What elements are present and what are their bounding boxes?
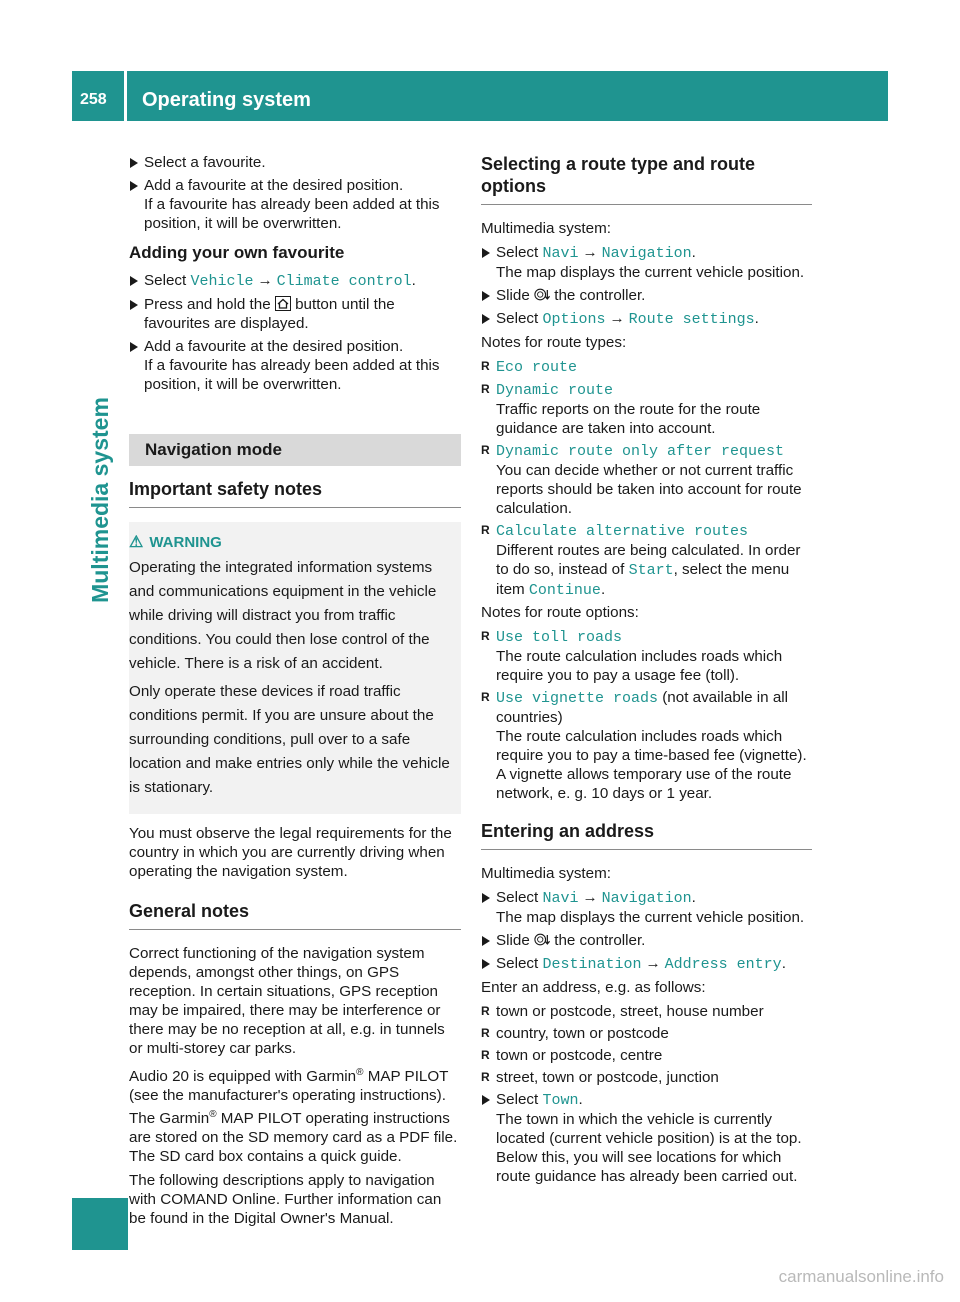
- menu-options: Options: [542, 311, 606, 328]
- notes-route-types: Notes for route types:: [481, 334, 627, 351]
- page-number: 258: [80, 91, 107, 108]
- legal-requirements-text: You must observe the legal requirements for the country in which you are currently driving when operating the navigation system.: [129, 825, 452, 880]
- address-format-item: R town or postcode, centre: [481, 1046, 812, 1065]
- step-slide-controller-2: Slide the controller.: [481, 931, 812, 950]
- menu-vehicle: Vehicle: [190, 273, 254, 290]
- menu-navigation: Navigation: [601, 245, 692, 262]
- menu-route-settings: Route settings: [628, 311, 755, 328]
- multimedia-system-label: Multimedia system:: [481, 220, 611, 237]
- header-divider: [124, 71, 127, 121]
- warning-title: ⚠ WARNING: [129, 534, 222, 551]
- step-select-navigation-2: Select Navi → Navigation. The map displays the current vehicle position.: [481, 888, 812, 927]
- menu-navi: Navi: [542, 245, 579, 262]
- general-notes-heading: General notes: [129, 900, 461, 930]
- home-icon: [275, 296, 291, 311]
- address-format-item: R street, town or postcode, junction: [481, 1068, 812, 1087]
- general-notes-p1: Correct functioning of the navigation system depends, amongst other things, on GPS reception. In certain situations, GPS reception may be impaired, there may be interference or there may be no reception at all, e.g. in tunnels or multi-storey car parks.: [129, 945, 445, 1057]
- warning-triangle-icon: ⚠: [129, 534, 144, 551]
- step-select-route-settings: Select Options → Route settings.: [481, 309, 812, 329]
- step-press-hold: Press and hold the button until the favourites are displayed.: [129, 295, 461, 333]
- general-notes-p2: Audio 20 is equipped with Garmin® MAP PILOT (see the manufacturer's operating instructions). The Garmin® MAP PILOT operating instructions are stored on the SD memory card as a PDF file. The SD card box contains a quick guide.: [129, 1067, 458, 1166]
- enter-address-intro: Enter an address, e.g. as follows:: [481, 979, 706, 996]
- step-add-favourite-2: Add a favourite at the desired position. If a favourite has already been added at this position, it will be overwritten.: [129, 337, 461, 394]
- side-tab-label: Multimedia system: [87, 397, 113, 603]
- safety-notes-heading: Important safety notes: [129, 478, 461, 508]
- option-eco-route: R Eco route: [481, 357, 812, 377]
- option-calculate-alternative: R Calculate alternative routes Different routes are being calculated. In order to do so, instead of Start, select the menu item Continue.: [481, 521, 812, 600]
- address-format-item: R town or postcode, street, house number: [481, 1002, 812, 1021]
- multimedia-system-label-2: Multimedia system:: [481, 865, 611, 882]
- address-format-item: R country, town or postcode: [481, 1024, 812, 1043]
- warning-paragraph-1: Operating the integrated information systems and communications equipment in the vehicle while driving will distract you from traffic conditions. You could then lose control of the vehicle. There is a risk of an accident.: [129, 559, 437, 672]
- step-select-navigation: Select Navi → Navigation. The map displays the current vehicle position.: [481, 243, 812, 282]
- notes-route-options: Notes for route options:: [481, 604, 639, 621]
- side-tab-marker: [72, 1198, 128, 1250]
- step-select-address-entry: Select Destination → Address entry.: [481, 954, 812, 974]
- step-add-favourite: Add a favourite at the desired position. If a favourite has already been added at this position, it will be overwritten.: [129, 176, 461, 233]
- option-dynamic-after-request: R Dynamic route only after request You can decide whether or not current traffic reports should be taken into account for route calculation.: [481, 441, 812, 518]
- right-column: [481, 153, 812, 1190]
- step-select-town: Select Town. The town in which the vehicle is currently located (current vehicle position) is at the top. Below this, you will see locations for which route guidance has already been carried out.: [481, 1090, 812, 1186]
- adding-favourite-heading: Adding your own favourite: [129, 243, 345, 262]
- watermark: carmanualsonline.info: [778, 1267, 944, 1286]
- entering-address-heading: Entering an address: [481, 820, 812, 850]
- menu-destination: Destination: [542, 956, 642, 973]
- menu-climate-control: Climate control: [276, 273, 412, 290]
- step-select-climate: Select Vehicle → Climate control.: [129, 271, 461, 291]
- left-column: [129, 153, 461, 1233]
- controller-slide-down-icon: [534, 932, 550, 947]
- option-dynamic-route: R Dynamic route Traffic reports on the route for the route guidance are taken into account.: [481, 380, 812, 438]
- navigation-mode-band: Navigation mode: [129, 434, 461, 466]
- step-slide-controller: Slide the controller.: [481, 286, 812, 305]
- option-use-vignette-roads: R Use vignette roads (not available in all countries) The route calculation includes roads which require you to pay a time-based fee (vignette). A vignette allows temporary use of the route network, e. g. 10 days or 1 year.: [481, 688, 812, 803]
- warning-box: [129, 522, 461, 814]
- controller-slide-down-icon: [534, 287, 550, 302]
- step-select-favourite: Select a favourite.: [129, 153, 461, 172]
- route-type-heading: Selecting a route type and route options: [481, 153, 812, 205]
- page-header-title: Operating system: [142, 89, 311, 111]
- option-use-toll-roads: R Use toll roads The route calculation includes roads which require you to pay a usage fee (toll).: [481, 627, 812, 685]
- warning-paragraph-2: Only operate these devices if road traffic conditions permit. If you are unsure about the surrounding conditions, pull over to a safe location and make entries only while the vehicle is stationary.: [129, 683, 450, 796]
- general-notes-p3: The following descriptions apply to navigation with COMAND Online. Further information can be found in the Digital Owner's Manual.: [129, 1172, 442, 1228]
- menu-address-entry: Address entry: [664, 956, 782, 973]
- menu-town: Town: [542, 1092, 579, 1109]
